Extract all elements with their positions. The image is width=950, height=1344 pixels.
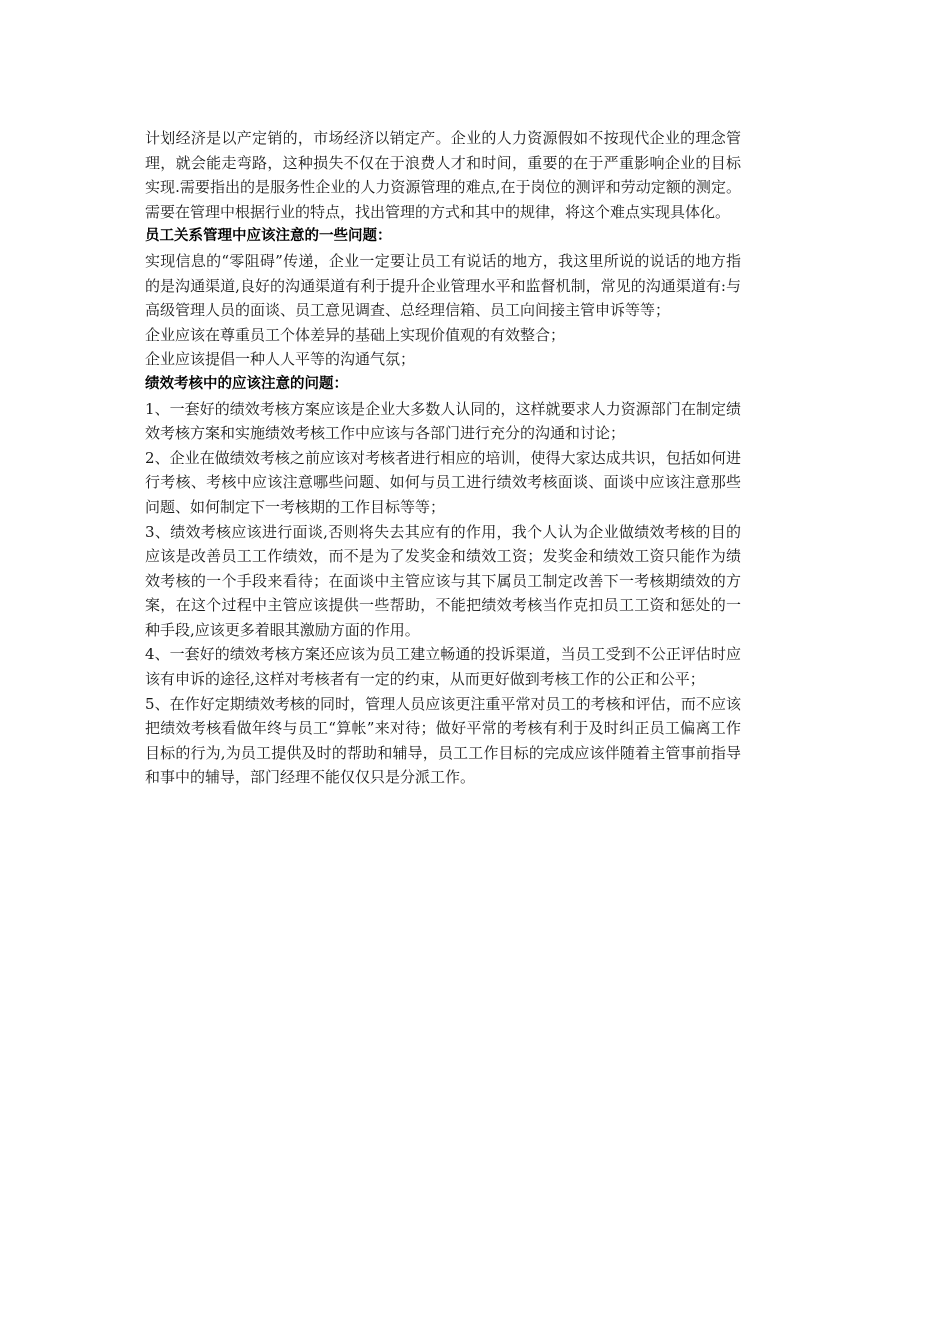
section-heading-employee-relations: 员工关系管理中应该注意的一些问题： [145, 228, 392, 245]
section1-paragraph: 实现信息的“零阻碍”传递，企业一定要让员工有说话的地方，我这里所说的说话的地方指的是沟通渠道,良好的沟通渠道有利于提升企业管理水平和监督机制，常见的沟通渠道有:与高级管理人员的面谈、员工意见调查、总经理信箱、员工向间接主管申诉等等； [145, 251, 741, 320]
document-page [145, 126, 741, 790]
section-heading-performance-review: 绩效考核中的应该注意的问题： [145, 375, 348, 392]
section2-list-item: 2、企业在做绩效考核之前应该对考核者进行相应的培训，使得大家达成共识，包括如何进行考核、考核中应该注意哪些问题、如何与员工进行绩效考核面谈、面谈中应该注意那些问题、如何制定下一考核期的工作目标等等； [145, 448, 741, 516]
section2-list-item: 4、一套好的绩效考核方案还应该为员工建立畅通的投诉渠道，当员工受到不公正评估时应该有申诉的途径,这样对考核者有一定的约束，从而更好做到考核工作的公正和公平； [145, 645, 741, 689]
section2-list-item: 1、一套好的绩效考核方案应该是企业大多数人认同的，这样就要求人力资源部门在制定绩效考核方案和实施绩效考核工作中应该与各部门进行充分的沟通和讨论； [145, 399, 741, 443]
section1-paragraph: 企业应该提倡一种人人平等的沟通气氛； [145, 350, 416, 369]
section2-list-item: 3、绩效考核应该进行面谈,否则将失去其应有的作用，我个人认为企业做绩效考核的目的应该是改善员工工作绩效，而不是为了发奖金和绩效工资；发奖金和绩效工资只能作为绩效考核的一个手段来看待；在面谈中主管应该与其下属员工制定改善下一考核期绩效的方案，在这个过程中主管应该提供一些帮助，不能把绩效考核当作克扣员工工资和惩处的一种手段,应该更多着眼其激励方面的作用。 [145, 522, 741, 639]
section1-paragraph: 企业应该在尊重员工个体差异的基础上实现价值观的有效整合； [145, 325, 566, 344]
section2-list-item: 5、在作好定期绩效考核的同时，管理人员应该更注重平常对员工的考核和评估，而不应该把绩效考核看做年终与员工“算帐”来对待；做好平常的考核有利于及时纠正员工偏离工作目标的行为,为员工提供及时的帮助和辅导，员工工作目标的完成应该伴随着主管事前指导和事中的辅导，部门经理不能仅仅只是分派工作。 [145, 694, 741, 787]
intro-paragraph: 计划经济是以产定销的，市场经济以销定产。企业的人力资源假如不按现代企业的理念管理，就会能走弯路，这种损失不仅在于浪费人才和时间，重要的在于严重影响企业的目标实现.需要指出的是服务性企业的人力资源管理的难点,在于岗位的测评和劳动定额的测定。需要在管理中根据行业的特点，找出管理的方式和其中的规律，将这个难点实现具体化。 [145, 129, 741, 221]
